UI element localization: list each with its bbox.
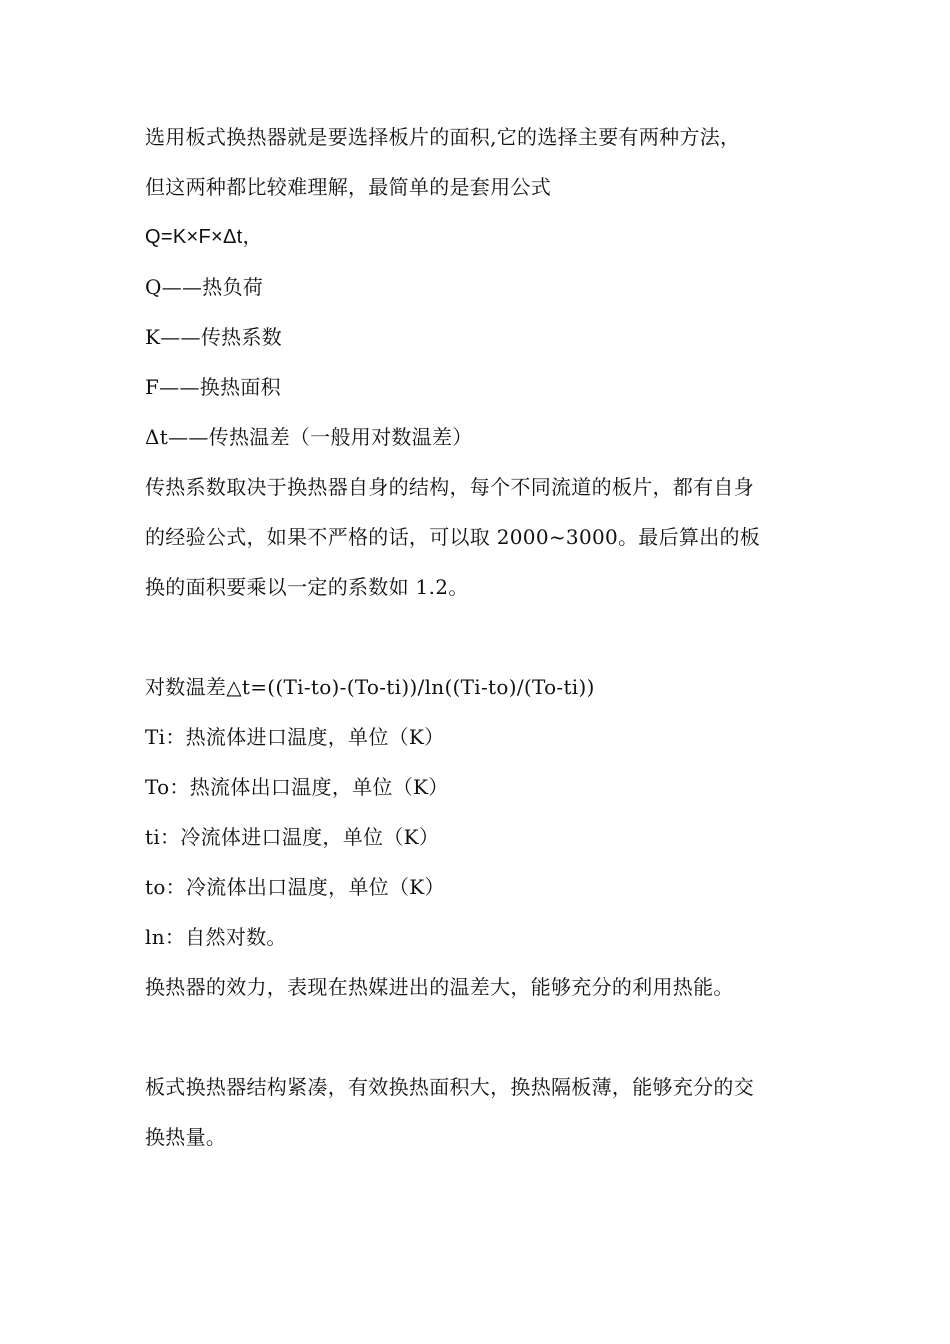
definition-f: F——换热面积 xyxy=(145,375,281,399)
document-body xyxy=(145,112,810,1162)
paragraph-spacer xyxy=(145,1012,810,1062)
variable-ti-cold: ti：冷流体进口温度，单位（K） xyxy=(145,825,440,849)
variable-ln: ln：自然对数。 xyxy=(145,925,287,949)
variable-to-cold: to：冷流体出口温度，单位（K） xyxy=(145,875,445,899)
definition-delta-t: Δt——传热温差（一般用对数温差） xyxy=(145,425,473,449)
paragraph-spacer xyxy=(145,612,810,662)
heat-formula: Q=K×F×Δt， xyxy=(145,226,263,248)
variable-to-hot: To：热流体出口温度，单位（K） xyxy=(145,775,449,799)
variable-ti-hot: Ti：热流体进口温度，单位（K） xyxy=(145,725,445,749)
intro-line-1: 选用板式换热器就是要选择板片的面积,它的选择主要有两种方法， xyxy=(145,125,741,149)
definition-k: K——传热系数 xyxy=(145,325,283,349)
efficiency-line: 换热器的效力，表现在热媒进出的温差大，能够充分的利用热能。 xyxy=(145,975,734,999)
summary-line-2: 换热量。 xyxy=(145,1125,227,1149)
log-mean-formula: 对数温差△t=((Ti-to)-(To-ti))/ln((Ti-to)/(To-ti)) xyxy=(145,675,595,699)
intro-line-2: 但这两种都比较难理解，最简单的是套用公式 xyxy=(145,175,551,199)
summary-line-1: 板式换热器结构紧凑，有效换热面积大，换热隔板薄，能够充分的交 xyxy=(145,1075,754,1099)
coefficient-line-1: 传热系数取决于换热器自身的结构，每个不同流道的板片，都有自身 xyxy=(145,475,754,499)
definition-q: Q——热负荷 xyxy=(145,275,264,299)
coefficient-line-3: 换的面积要乘以一定的系数如 1.2。 xyxy=(145,575,469,599)
coefficient-line-2: 的经验公式，如果不严格的话，可以取 2000~3000。最后算出的板 xyxy=(145,525,761,549)
